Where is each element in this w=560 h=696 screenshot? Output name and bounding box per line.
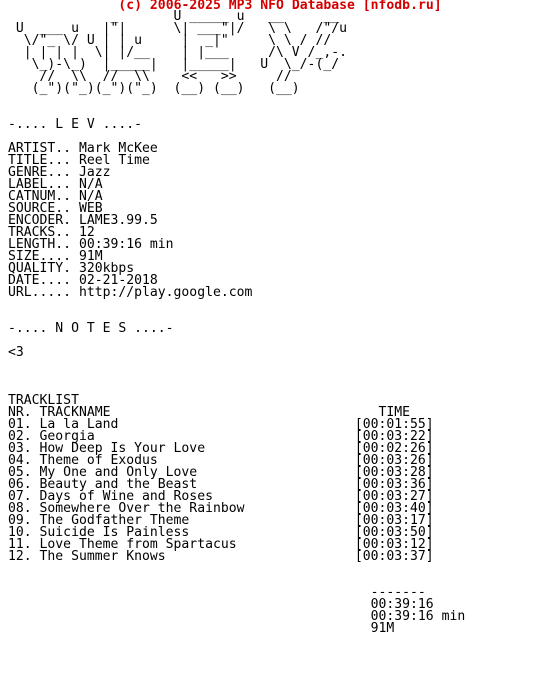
site-header: (c) 2006-2025 MP3 NFO Database [nfodb.ru] <box>118 0 442 13</box>
nfo-text: _ U _____ u __ __ U ___ u |"| \| ___"|/ \ \ /"/u \/"_ \/ U | | u | _|" \ \ / // | | | | \| |/__ | |___ /\ V /_,-. \_)-\_) |_____| |_____| U \_/-(_/ // \\ // \\ << >> // (_")("_)(_")("_) (__) (__) (__) -.... L E V ....- ARTIST.. Mark McKee TITLE... Reel Time GENRE... Jazz LABEL... N/A CATNUM.. N/A SOURCE.. WEB ENCODER. LAME3.99.5 TRACKS.. 12 LENGTH.. 00:39:16 min SIZE.... 91M QUALITY. 320kbps DATE.... 02-21-2018 URL..... http://play.google.com -.... N O T E S ....- <3 TRACKLIST NR. TRACKNAME TIME 01. La la Land [00:01:55] 02. Georgia [00:03:22] 03. How Deep Is Your Love [00:02:26] 04. Theme of Exodus [00:03:26] 05. My One and Only Love [00:03:28] 06. Beauty and the Beast [00:03:36] 07. Days of Wine and Roses [00:03:27] 08. Somewhere Over the Rainbow [00:03:40] 09. The Godfather Theme [00:03:17] 10. Suicide Is Painless [00:03:50] 11. Love Theme from Spartacus [00:03:12] 12. The Summer Knows [00:03:37] ------- 00:39:16 00:39:16 min 91M <box>8 9 466 636</box>
